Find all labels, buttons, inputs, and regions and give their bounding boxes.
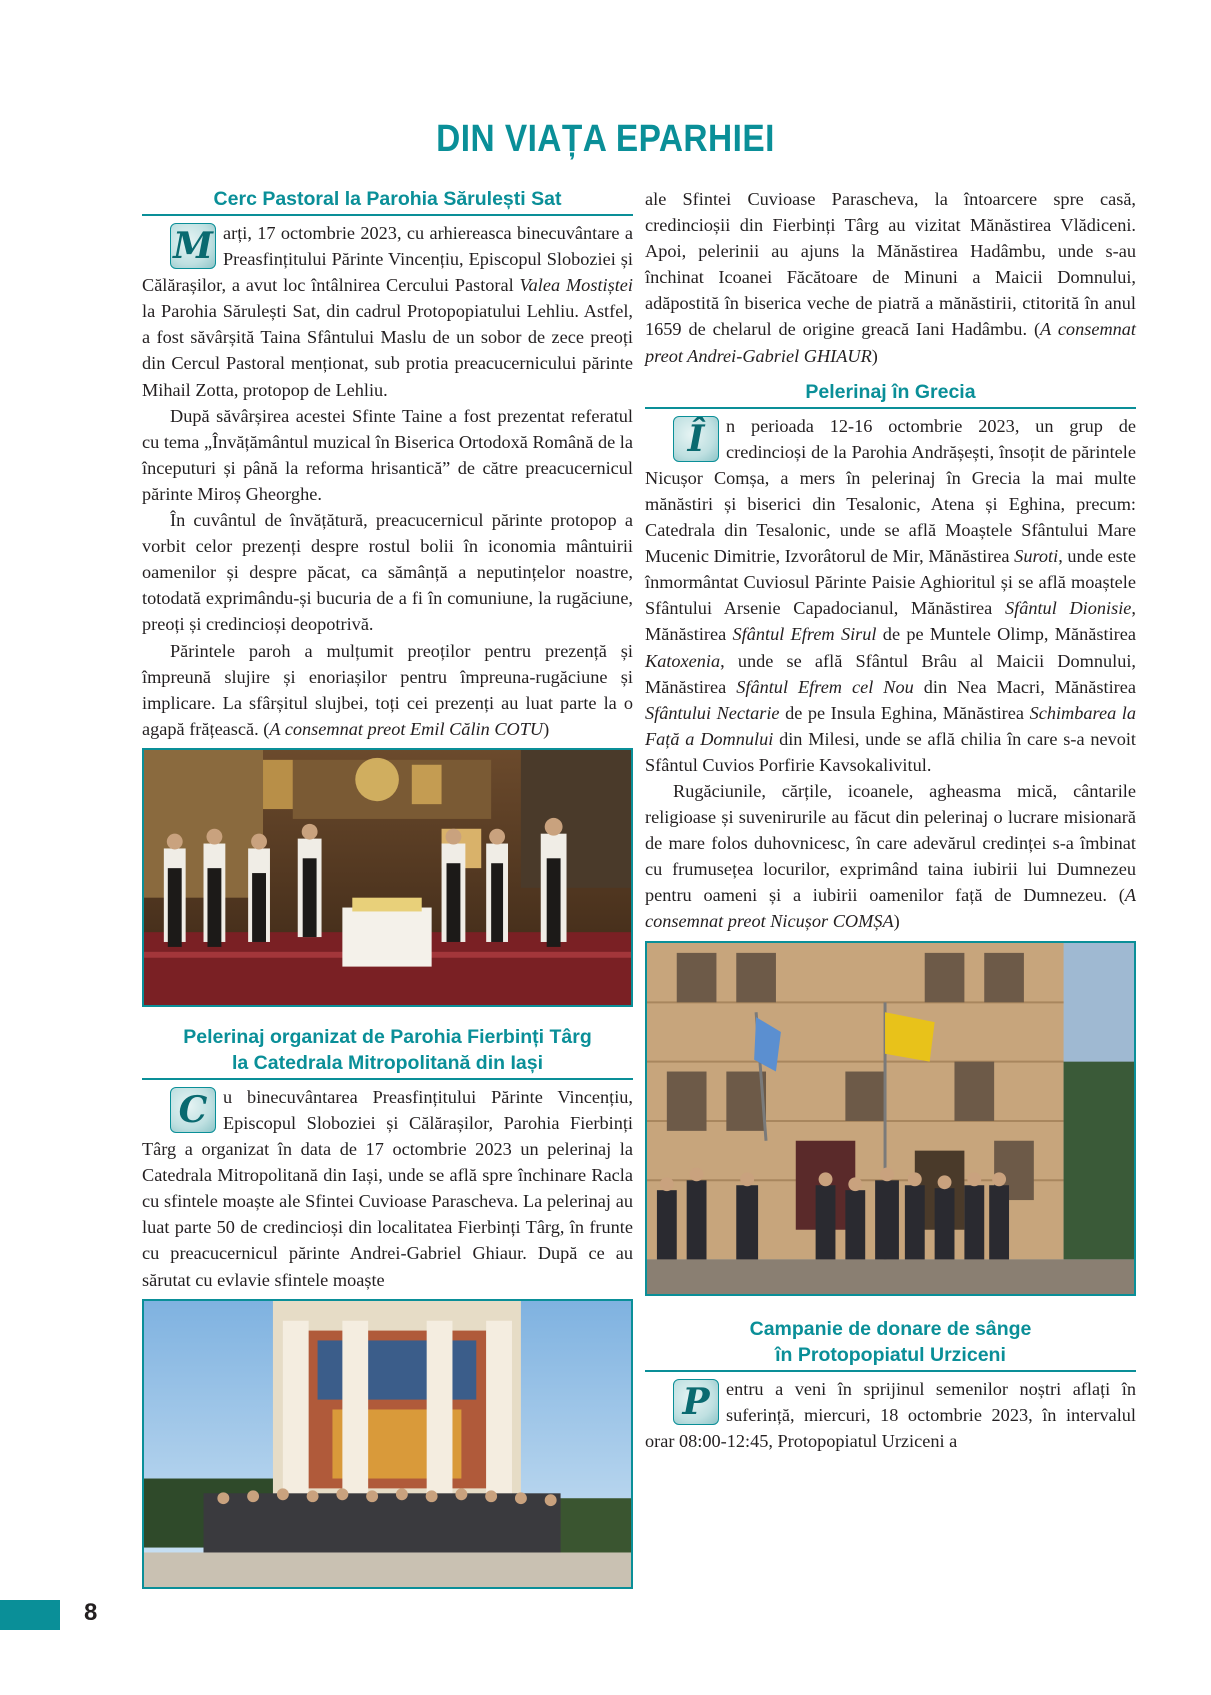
section-title-pelerinaj-iasi: Pelerinaj organizat de Parohia Fierbinți Târg la Catedrala Mitropolitană din Iași	[142, 1024, 633, 1080]
greek-church-group-photo	[645, 941, 1136, 1296]
article-paragraph: M arți, 17 octombrie 2023, cu arhiereasca binecuvântare a Preasfințitului Părinte Vincențiu, Episcopul Sloboziei și Călărașilor, a avut loc întâlnirea Cercului Pastoral Valea Mostiștei la Parohia Sărulești Sat, din cadrul Protopopiatului Lehliu. Astfel, a fost săvârșită Taina Sfântului Maslu de un sobor de zece preoți din Cercul Pastoral menționat, sub protia preacucernicului părinte Mihail Zotta, protopop de Lehliu.	[142, 223, 633, 400]
article-paragraph: ale Sfintei Cuvioase Parascheva, la întoarcere spre casă, credincioșii din Fierbinți Târg au vizitat Mănăstirea Vlădiceni. Apoi, pelerinii au ajuns la Mănăstirea Hadâmbu, unde s-au închinat Icoanei Făcătoare de Minuni a Maicii Domnului, adăpostită în biserica veche de piatră a mănăstirii, ctitorită în anul 1659 de chelarul de origine greacă Iani Hadâmbu. (A consemnat preot Andrei-Gabriel GHIAUR)	[645, 189, 1137, 366]
left-column	[142, 186, 633, 1589]
page-title: DIN VIAȚA EPARHIEI	[436, 118, 775, 160]
dropcap-ornament: C	[170, 1087, 216, 1133]
section-title-cerc-pastoral: Cerc Pastoral la Parohia Sărulești Sat	[142, 186, 633, 216]
article-paragraph: Părintele paroh a mulțumit preoților pentru prezență și împreună slujire și enoriașilor pentru împreuna-rugăciune și implicare. La sfârșitul slujbei, toți cei prezenți au luat parte la o agapă frățească. (A consemnat preot Emil Călin COTU)	[142, 640, 633, 739]
article-paragraph: C u binecuvântarea Preasfințitului Părinte Vincențiu, Episcopul Sloboziei și Călărașilor, Parohia Fierbinți Târg a organizat în data de 17 octombrie 2023 un pelerinaj la Catedrala Mitropolitană din Iași, unde se află spre închinare Racla cu sfintele moaște ale Sfintei Cuvioase Parascheva. La pelerinaj au luat parte 50 de credincioși din localitatea Fierbinți Târg, în frunte cu preacucernicul părinte Andrei-Gabriel Ghiaur. După ce au sărutat cu evlavie sfintele moaște	[142, 1086, 633, 1290]
page-number-tab	[0, 1600, 60, 1630]
dropcap-ornament: P	[673, 1379, 719, 1425]
section-title-donare-sange: Campanie de donare de sânge în Protopopiatul Urziceni	[645, 1316, 1136, 1372]
article-paragraph: În cuvântul de învățătură, preacucernicul părinte protopop a vorbit celor prezenți despre rostul bolii în iconomia mântuirii oamenilor și despre păcat, ca sămânță a neputințelor noastre, totodată exprimându-și bucuria de a fi în comuniune, la rugăciune, preoți și credincioși deopotrivă.	[142, 510, 633, 635]
page-number: 8	[84, 1599, 98, 1626]
dropcap-ornament: Î	[673, 416, 719, 462]
dropcap-ornament: M	[170, 223, 216, 269]
section-title-pelerinaj-grecia: Pelerinaj în Grecia	[645, 379, 1136, 409]
article-paragraph: P entru a veni în sprijinul semenilor noștri aflați în suferință, miercuri, 18 octombrie 2023, în intervalul orar 08:00-12:45, Protopopiatul Urziceni a	[645, 1378, 1136, 1451]
right-column	[645, 186, 1136, 1454]
article-paragraph: După săvârșirea acestei Sfinte Taine a fost prezentat referatul cu tema „Învățământul muzical în Biserica Ortodoxă Română de la începuturi și până la reforma hrisantică” de către preacucernicul părinte Miroș Gheorghe.	[142, 405, 633, 504]
church-service-photo	[142, 748, 633, 1007]
article-paragraph: Rugăciunile, cărțile, icoanele, agheasma mică, cântarile religioase și suvenirurile au făcut din pelerinaj o lucrare misionară de mare folos duhovnicesc, în care adevărul credinței s-a îmbinat cu frumusețea locurilor, exprimând taina iubirii lui Dumnezeu pentru oameni și a iubirii oamenilor față de Dumnezeu. (A consemnat preot Nicușor COMȘA)	[645, 780, 1136, 932]
article-paragraph: Î n perioada 12-16 octombrie 2023, un grup de credincioși de la Parohia Andrășești, însoțit de părintele Nicușor Comșa, a mers în pelerinaj în Grecia la mai multe mănăstiri și biserici din Tesalonic, Atena și Eghina, precum: Catedrala din Tesalonic, unde se află Moaștele Sfântului Mare Mucenic Dimitrie, Izvorâtorul de Mir, Mănăstirea Suroti, unde este înmormântat Cuviosul Părinte Paisie Aghioritul și se află moaștele Sfântului Arsenie Capadocianul, Mănăstirea Sfântul Dionisie, Mănăstirea Sfântul Efrem Sirul de pe Muntele Olimp, Mănăstirea Katoxenia, unde se află Sfântul Brâu al Maicii Domnului, Mănăstirea Sfântul Efrem cel Nou din Nea Macri, Mănăstirea Sfântului Nectarie de pe Insula Eghina, Mănăstirea Schimbarea la Față a Domnului din Milesi, unde se află chilia în care s-a nevoit Sfântul Cuvios Porfirie Kavsokalivitul.	[645, 415, 1137, 775]
cathedral-group-photo	[142, 1299, 633, 1589]
